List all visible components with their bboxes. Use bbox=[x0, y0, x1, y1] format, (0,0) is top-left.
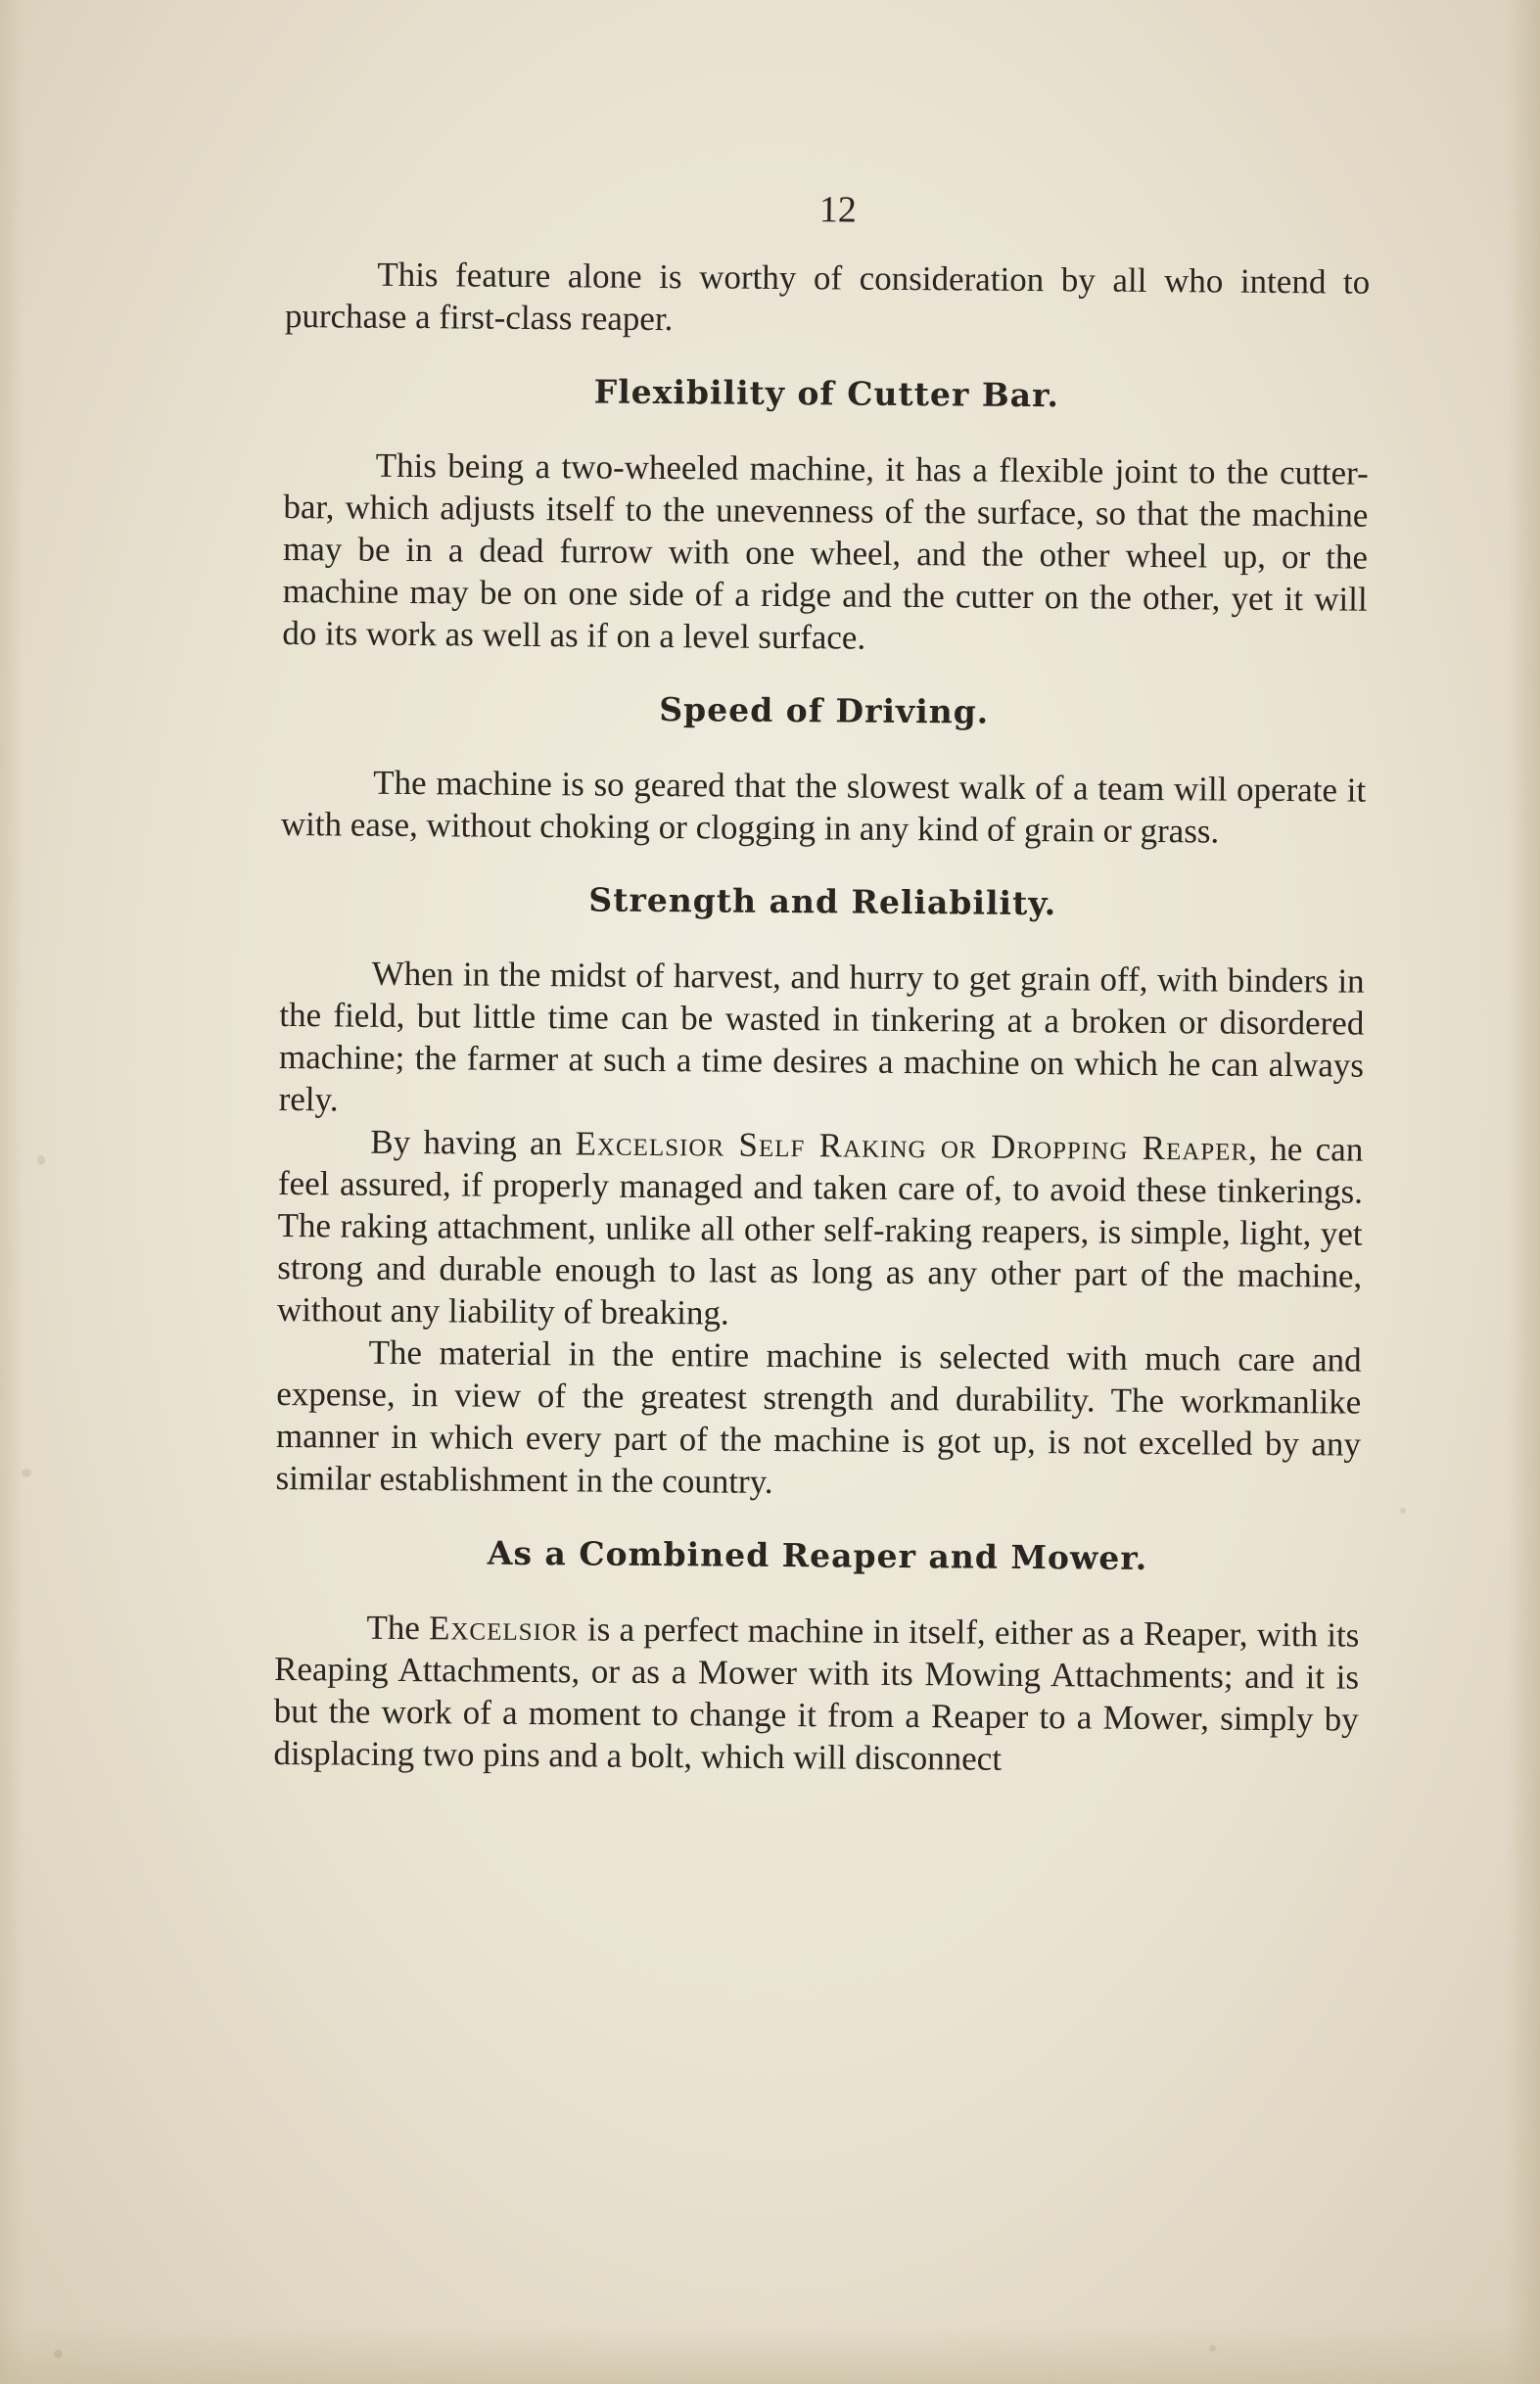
combined-paragraph bbox=[273, 1606, 1359, 1783]
foxing-spot bbox=[1400, 1508, 1406, 1514]
combined-paragraph-rest: is a perfect machine in itself, either as a Reaper, with its Reaping Attachments, or as a Mower with its Mowing Attachments; and it is but the work of a moment to change it from a Reaper to a Mower, simply by displacing two pins and a bolt, which will disconnect bbox=[273, 1610, 1360, 1778]
page-edge-shadow-left bbox=[0, 0, 23, 2384]
product-name-smallcaps: Excelsior Self Raking or Dropping Reaper bbox=[575, 1124, 1249, 1168]
intro-paragraph: This feature alone is worthy of consideration by all who intend to purchase a first-class reaper. bbox=[284, 255, 1371, 339]
page-number: 12 bbox=[818, 189, 857, 231]
foxing-spot bbox=[37, 1155, 45, 1165]
excelsior-smallcaps: Excelsior bbox=[428, 1609, 579, 1649]
flexibility-paragraph: This being a two-wheeled machine, it has a flexible joint to the cutter-bar, which adjusts itself to the unevenness of the surface, so that the machine may be in a dead furrow with one wheel, and the other wheel up, or the machine may be on one side of a ridge and the cutter on the other, yet it will do its work as well as if on a level surface. bbox=[282, 445, 1369, 657]
foxing-spot bbox=[54, 2350, 63, 2359]
page-edge-shadow-bottom bbox=[0, 2325, 1540, 2384]
heading-combined: As a Combined Reaper and Mower. bbox=[487, 1533, 1148, 1577]
page-text bbox=[273, 184, 1371, 1783]
heading-flexibility: Flexibility of Cutter Bar. bbox=[593, 372, 1060, 415]
strength-paragraph-1: When in the midst of harvest, and hurry to get grain off, with binders in the field, but little time can be wasted in tinkering at a broken or disordered machine; the farmer at such a time desires a machine on which he can always rely. bbox=[278, 954, 1365, 1119]
foxing-spot bbox=[1209, 2345, 1216, 2352]
combined-paragraph-start: The bbox=[366, 1608, 430, 1648]
heading-strength: Strength and Reliability. bbox=[588, 880, 1057, 923]
strength-paragraph-3: The material in the entire machine is selected with much care and expense, in view of the greatest strength and durability. The workmanlike manner in which every part of the machine is got up, is not excelled by any similar establishment in the country. bbox=[275, 1332, 1362, 1501]
strength-paragraph-2-rest: , he can feel assured, if properly managed and taken care of, to avoid these tinkerings. The raking attachment, unlike all other self-raking reapers, is simple, light, yet strong and durable enough to last as long as any other part of the machine, without any liability of breaking. bbox=[276, 1129, 1364, 1332]
heading-speed: Speed of Driving. bbox=[659, 690, 990, 731]
page-edge-shadow-right bbox=[1507, 0, 1540, 2384]
foxing-spot bbox=[22, 1469, 31, 1477]
strength-paragraph-2 bbox=[277, 1120, 1364, 1339]
speed-paragraph: The machine is so geared that the slowest walk of a team will operate it with ease, without choking or clogging in any kind of grain or grass. bbox=[280, 763, 1367, 851]
strength-paragraph-2-start: By having an bbox=[370, 1122, 576, 1163]
